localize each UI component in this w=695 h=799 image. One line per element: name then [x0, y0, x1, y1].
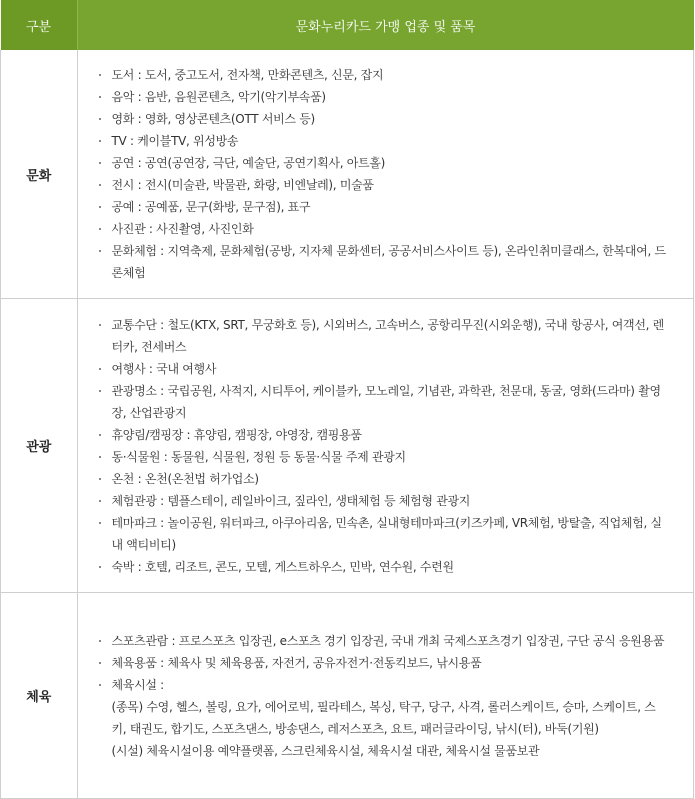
category-tourism: 관광 — [1, 299, 78, 593]
list-item: 스포츠관람 : 프로스포츠 입장권, e스포츠 경기 입장권, 국내 개최 국제스포츠경기 입장권, 구단 공식 응원용품 — [112, 630, 668, 652]
item-list — [78, 64, 694, 284]
header-category: 구분 — [1, 0, 78, 50]
list-item: 여행사 : 국내 여행사 — [112, 358, 668, 380]
table-row-tourism — [1, 299, 694, 593]
list-item: 도서 : 도서, 중고도서, 전자책, 만화콘텐츠, 신문, 잡지 — [112, 64, 668, 86]
list-item: 음악 : 음반, 음원콘텐츠, 악기(악기부속품) — [112, 86, 668, 108]
list-item-continuation: (시설) 체육시설이용 예약플랫폼, 스크린체육시설, 체육시설 대관, 체육시설 물품보관 — [111, 743, 540, 758]
header-items: 문화누리카드 가맹 업종 및 품목 — [77, 0, 694, 50]
list-item: 휴양림/캠핑장 : 휴양림, 캠핑장, 야영장, 캠핑용품 — [112, 424, 668, 446]
list-item: 교통수단 : 철도(KTX, SRT, 무궁화호 등), 시외버스, 고속버스, 공항리무진(시외운행), 국내 항공사, 여객선, 렌터카, 전세버스 — [112, 314, 668, 358]
list-item: 문화체험 : 지역축제, 문화체험(공방, 지자체 문화센터, 공공서비스사이트 등), 온라인취미클래스, 한복대여, 드론체험 — [112, 240, 668, 284]
item-list — [78, 630, 694, 762]
list-item: 숙박 : 호텔, 리조트, 콘도, 모텔, 게스트하우스, 민박, 연수원, 수련원 — [112, 556, 668, 578]
items-tourism — [77, 299, 694, 593]
table-header-row — [1, 0, 694, 50]
items-sports — [77, 593, 694, 799]
items-culture — [77, 50, 694, 299]
list-item: 사진관 : 사진촬영, 사진인화 — [112, 218, 668, 240]
list-item: 체육시설 : — [112, 674, 668, 696]
table-row-sports — [1, 593, 694, 799]
list-item: 체험관광 : 템플스테이, 레일바이크, 짚라인, 생태체험 등 체험형 관광지 — [112, 490, 668, 512]
list-item: 온천 : 온천(온천법 허가업소) — [112, 468, 668, 490]
list-item: 관광명소 : 국립공원, 사적지, 시티투어, 케이블카, 모노레일, 기념관, 과학관, 천문대, 동굴, 영화(드라마) 촬영장, 산업관광지 — [112, 380, 668, 424]
list-item: 동·식물원 : 동물원, 식물원, 정원 등 동물·식물 주제 관광지 — [112, 446, 668, 468]
list-item: 영화 : 영화, 영상콘텐츠(OTT 서비스 등) — [112, 108, 668, 130]
list-item: 테마파크 : 놀이공원, 워터파크, 아쿠아리움, 민속촌, 실내형테마파크(키즈카페, VR체험, 방탈출, 직업체험, 실내 액티비티) — [112, 512, 668, 556]
list-item: TV : 케이블TV, 위성방송 — [112, 130, 668, 152]
category-culture: 문화 — [1, 50, 78, 299]
item-list — [78, 314, 694, 578]
list-item: 공연 : 공연(공연장, 극단, 예술단, 공연기획사, 아트홀) — [112, 152, 668, 174]
list-item: 체육용품 : 체육사 및 체육용품, 자전거, 공유자전거·전동킥보드, 낚시용품 — [112, 652, 668, 674]
table-row-culture — [1, 50, 694, 299]
list-item: 전시 : 전시(미술관, 박물관, 화랑, 비엔날레), 미술품 — [112, 174, 668, 196]
list-item-continuation: (종목) 수영, 헬스, 볼링, 요가, 에어로빅, 필라테스, 복싱, 탁구, 당구, 사격, 롤러스케이트, 승마, 스케이트, 스키, 태권도, 합기도, 스포츠댄스, 방송댄스, 레저스포츠, 요트, 패러글라이딩, 낚시(터), 바둑(기원) — [111, 699, 656, 736]
list-item: 공예 : 공예품, 문구(화방, 문구점), 표구 — [112, 196, 668, 218]
category-sports: 체육 — [1, 593, 78, 799]
